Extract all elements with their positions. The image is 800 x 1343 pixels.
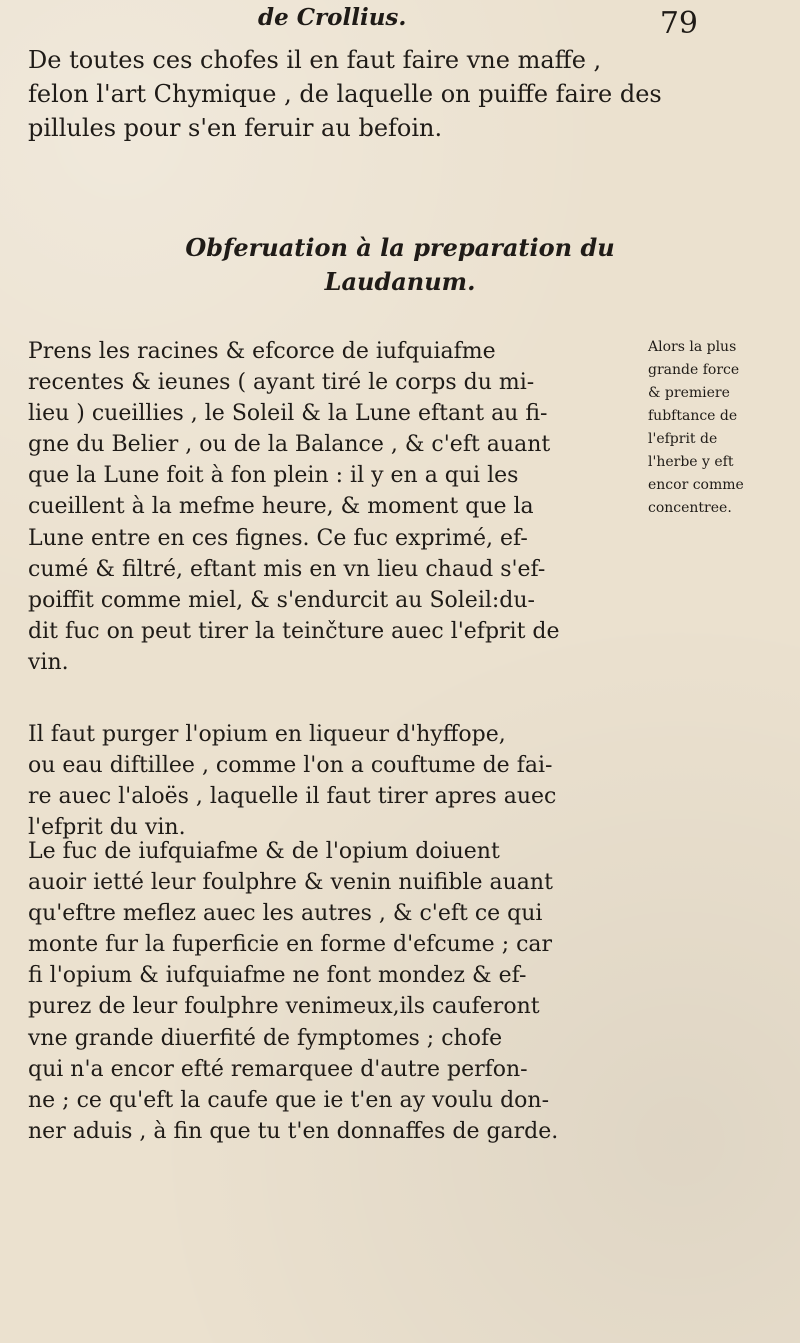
paragraph-line: vin. [28, 649, 69, 675]
paragraph-line: qui n'a encor efté remarquee d'autre perfon- [28, 1056, 528, 1082]
paragraph-line: ou eau diftillee , comme l'on a couftume de fai- [28, 753, 553, 779]
paragraph-line: lieu ) cueillies , le Soleil & la Lune eftant au fi- [28, 401, 548, 427]
paragraph-line: l'efprit du vin. [28, 815, 186, 841]
margin-note-line: & premiere [648, 385, 730, 401]
paragraph-line: ne ; ce qu'eft la caufe que ie t'en ay voulu don- [28, 1087, 550, 1113]
margin-note-line: Alors la plus [648, 339, 737, 355]
paragraph-line: recentes & ieunes ( ayant tiré le corps du mi- [28, 370, 535, 396]
paragraph-line: Prens les racines & efcorce de iufquiafme [28, 339, 496, 364]
margin-note-line: l'herbe y eft [648, 454, 734, 470]
paragraph-line: ner aduis , à fin que tu t'en donnaffes de garde. [28, 1118, 559, 1144]
paragraph-line: Le fuc de iufquiafme & de l'opium doiuent [28, 839, 500, 864]
margin-note-line: grande force [648, 362, 740, 378]
running-head: de Crollius. [258, 4, 407, 31]
opening-text [28, 43, 665, 145]
paragraph-line: dit fuc on peut tirer la teinčture auec l'efprit de [28, 618, 560, 644]
paragraph-line: fi l'opium & iufquiafme ne font mondez & ef- [28, 963, 527, 989]
paragraph-line: monte fur la fuperficie en forme d'efcume ; car [28, 932, 553, 958]
opening-line: befoin. [358, 114, 443, 142]
section-title-line-1: Obferuation à la preparation du [185, 233, 615, 262]
opening-line: puiffe faire des pillules pour s'en feruir au [28, 80, 662, 142]
margin-note-line: l'efprit de [648, 431, 718, 447]
opening-line: De toutes ces chofes il en faut faire vne [28, 46, 510, 74]
paragraph-line: poiffit comme miel, & s'endurcit au Soleil:du- [28, 587, 535, 613]
margin-note-line: fubftance de [648, 408, 738, 424]
paragraph-line: que la Lune foit à fon plein : il y en a qui les [28, 463, 519, 489]
paragraph-line: Il faut purger l'opium en liqueur d'hyffope, [28, 722, 506, 747]
paragraph-line: auoir ietté leur foulphre & venin nuifible auant [28, 870, 553, 896]
section-title-line-2: Laudanum. [324, 267, 476, 296]
paragraph-line: Lune entre en ces fignes. Ce fuc exprimé, ef- [28, 525, 528, 551]
paragraph-3 [28, 836, 643, 1147]
paragraph-line: gne du Belier , ou de la Balance , & c'eft auant [28, 432, 551, 458]
opening-line: maffe , felon l'art Chymique , de laquelle on [28, 46, 602, 108]
paragraph-line: cumé & filtré, eftant mis en vn lieu chaud s'ef- [28, 556, 546, 582]
page-number: 79 [659, 6, 698, 41]
paragraph-line: qu'eftre meflez auec les autres , & c'eft ce qui [28, 901, 543, 927]
paragraph-1 [28, 336, 643, 678]
paragraph-line: purez de leur foulphre venimeux,ils cauferont [28, 994, 540, 1020]
margin-note [648, 336, 796, 520]
margin-note-line: encor comme [648, 477, 744, 493]
paragraph-2 [28, 719, 643, 843]
paragraph-line: vne grande diuerfité de fymptomes ; chofe [28, 1025, 503, 1051]
margin-note-line: concentree. [648, 500, 732, 516]
paragraph-line: re auec l'aloës , laquelle il faut tirer apres auec [28, 784, 557, 810]
paragraph-line: cueillent à la mefme heure, & moment que la [28, 494, 534, 520]
